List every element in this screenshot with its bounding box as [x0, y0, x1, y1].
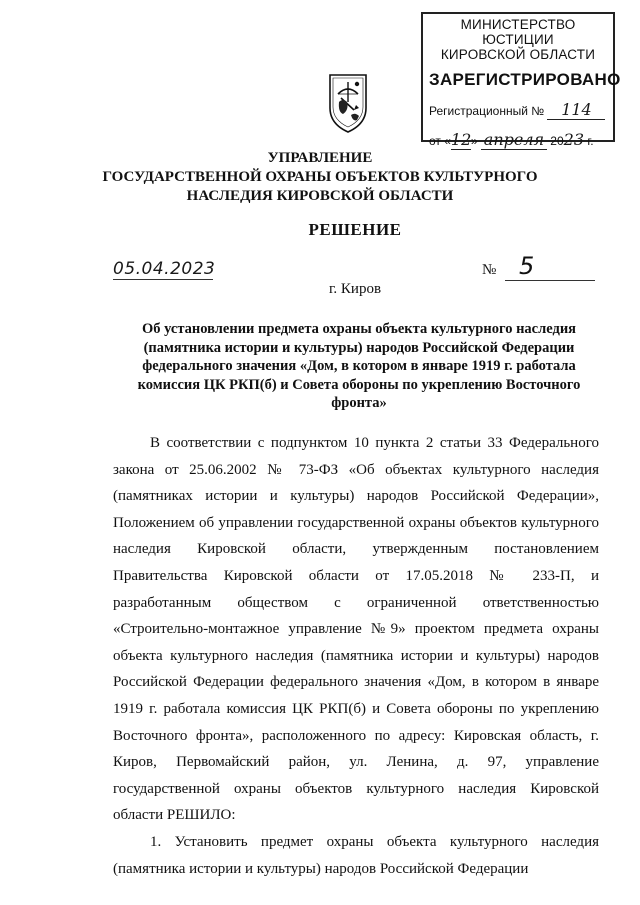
- stamp-reg-label: Регистрационный №: [429, 104, 545, 118]
- stamp-date-year: 23: [563, 130, 585, 149]
- document-number: 5: [505, 252, 595, 281]
- stamp-date-mid: »: [470, 134, 478, 148]
- org-title-line1: УПРАВЛЕНИЕ: [267, 150, 373, 166]
- document-type-heading: РЕШЕНИЕ: [308, 220, 402, 239]
- stamp-date-row: [429, 130, 607, 150]
- stamp-date-prefix: от «: [429, 134, 451, 148]
- body-paragraph: В соответствии с подпунктом 10 пункта 2 статьи 33 Федерального закона от 25.06.2002 № 73-ФЗ «Об объектах культурного наследия (памятниках истории и культуры) народов Российской Федерации», Положением об управлении государственной охраны объектов культурного наследия Кировской области, утвержденным постановлением Правительства Кировской области от 17.05.2018 № 233-П, и разработанным обществом с ограниченной ответственностью «Строительно-монтажное управление №9» проектом предмета охраны объекта культурного наследия (памятника истории и культуры) народов Российской Федерации федерального значения «Дом, в котором в январе 1919 г. работала комиссия ЦК РКП(б) и Совета обороны по укреплению Восточного фронта», расположенного по адресу: Кировская область, г. Киров, Первомайский район, ул. Ленина, д. 97, управление государственной охраны объектов культурного наследия Кировской области РЕШИЛО:: [113, 435, 599, 824]
- document-subject: Об установлении предмета охраны объекта культурного наследия (памятника истории и культуры) народов Российской Федерации федерального значения «Дом, в котором в январе 1919 г. работала комиссия ЦК РКП(б) и Совета обороны по укреплению Восточного фронта»: [137, 321, 581, 411]
- stamp-year-prefix: 20: [550, 134, 564, 148]
- stamp-date-suffix: г.: [587, 134, 594, 148]
- document-number-label: №: [482, 262, 497, 278]
- stamp-region-line: КИРОВСКОЙ ОБЛАСТИ: [440, 47, 596, 62]
- body-item-1: 1. Установить предмет охраны объекта культурного наследия (памятника истории и культуры) народов Российской Федерации: [113, 833, 599, 877]
- stamp-reg-number: 114: [547, 100, 605, 120]
- document-city: г. Киров: [328, 281, 382, 297]
- document-date: 05.04.2023: [113, 259, 216, 279]
- coat-of-arms-icon: [327, 72, 369, 134]
- org-title-line2: ГОСУДАРСТВЕННОЙ ОХРАНЫ ОБЪЕКТОВ КУЛЬТУРНОГО: [102, 169, 538, 185]
- stamp-registration-number-row: [429, 100, 607, 120]
- document-body: [113, 430, 599, 882]
- org-title-line3: НАСЛЕДИЯ КИРОВСКОЙ ОБЛАСТИ: [186, 188, 454, 204]
- stamp-ministry-line: МИНИСТЕРСТВО ЮСТИЦИИ: [460, 17, 576, 47]
- stamp-registered-label: ЗАРЕГИСТРИРОВАНО: [429, 70, 621, 89]
- stamp-date-month: апреля: [481, 130, 547, 150]
- stamp-date-day: 12: [450, 130, 472, 149]
- registration-stamp: [421, 12, 621, 149]
